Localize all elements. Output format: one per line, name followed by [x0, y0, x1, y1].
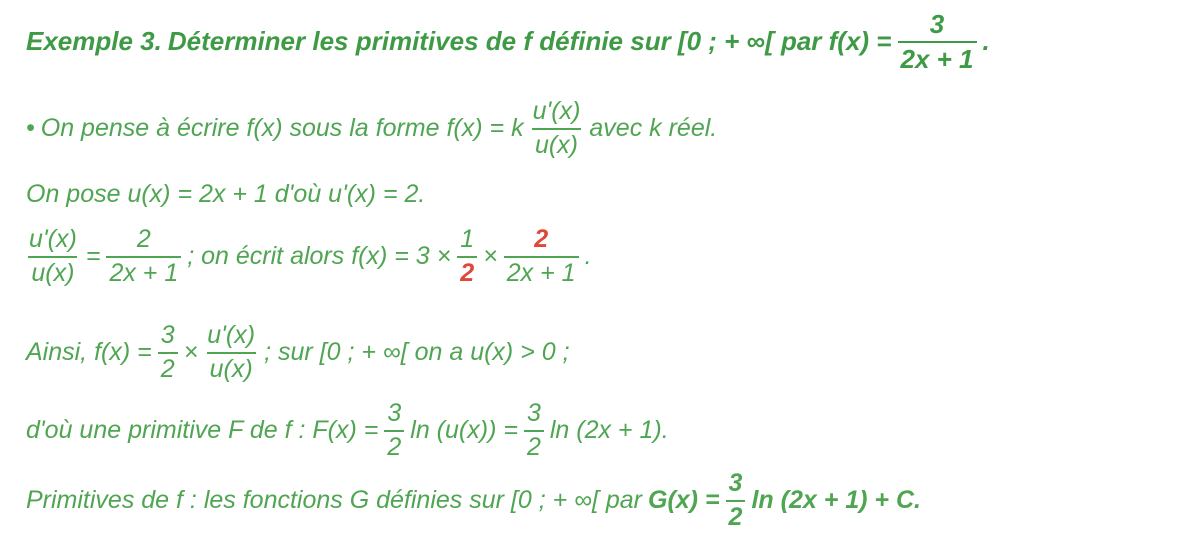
- fraction-denominator: 2: [726, 500, 746, 532]
- fraction-numerator: 2: [136, 225, 151, 253]
- line4-fraction-2: [204, 322, 258, 383]
- example-statement: Déterminer les primitives de f définie sur [0 ; + ∞[ par f(x) =: [167, 26, 892, 57]
- line3-fraction-4: [504, 226, 579, 287]
- fraction-numerator: 3: [929, 9, 945, 39]
- line3-fraction-2: [106, 226, 181, 287]
- line1-text-b: avec k réel.: [589, 114, 718, 142]
- fraction-denominator-highlight: 2: [457, 256, 477, 288]
- line6-text-c: ln (2x + 1) + C.: [751, 486, 921, 514]
- fraction-numerator: u'(x): [532, 97, 581, 125]
- fraction-denominator: u(x): [207, 352, 256, 384]
- fraction-numerator: 3: [526, 399, 541, 427]
- line-conclusion: [26, 322, 570, 383]
- line6-text-b: G(x) =: [648, 486, 720, 514]
- fraction-denominator: 2x + 1: [106, 256, 181, 288]
- equals-sign: =: [85, 242, 101, 270]
- line2-text: On pose u(x) = 2x + 1 d'où u'(x) = 2.: [26, 180, 426, 208]
- line5-text-c: ln (2x + 1).: [549, 416, 669, 444]
- title-period: .: [982, 26, 990, 57]
- fraction-numerator: 3: [387, 399, 402, 427]
- fraction-numerator: 3: [728, 469, 743, 497]
- line1-text-a: On pense à écrire f(x) sous la forme f(x) = k: [40, 114, 524, 142]
- line5-fraction-2: [524, 400, 544, 461]
- line-all-primitives: [26, 470, 921, 531]
- fraction-denominator: 2x + 1: [504, 256, 579, 288]
- fraction-denominator: 2x + 1: [898, 41, 977, 74]
- line3-fraction-1: [26, 226, 80, 287]
- line5-fraction-1: [384, 400, 404, 461]
- fraction-numerator: u'(x): [29, 225, 77, 253]
- example-title: [26, 10, 990, 73]
- line3-period: .: [584, 242, 592, 270]
- fraction-numerator: u'(x): [207, 321, 256, 349]
- line6-fraction: [726, 470, 746, 531]
- line-substitution: [26, 180, 425, 209]
- fraction-denominator: 2: [524, 430, 544, 462]
- line-rewrite: [26, 226, 592, 287]
- line4-text-a: Ainsi, f(x) =: [26, 338, 152, 366]
- line5-text-b: ln (u(x)) =: [410, 416, 518, 444]
- line6-text-a: Primitives de f : les fonctions G définies sur [0 ; + ∞[ par: [26, 486, 642, 514]
- line-primitive: [26, 400, 669, 461]
- fraction-numerator: 3: [160, 321, 175, 349]
- times-sign: ×: [483, 242, 498, 270]
- line4-fraction-1: [158, 322, 178, 383]
- line-method: [26, 98, 717, 159]
- fraction-denominator: 2: [384, 430, 404, 462]
- fraction-numerator: 1: [460, 225, 475, 253]
- line5-text-a: d'où une primitive F de f : F(x) =: [26, 416, 379, 444]
- fraction-numerator-highlight: 2: [534, 225, 549, 253]
- line1-fraction: [530, 98, 584, 159]
- line3-fraction-3: [457, 226, 477, 287]
- line4-text-b: ; sur [0 ; + ∞[ on a u(x) > 0 ;: [264, 338, 570, 366]
- example-label: Exemple 3.: [26, 26, 162, 57]
- line3-text: ; on écrit alors f(x) = 3 ×: [187, 242, 452, 270]
- fraction-denominator: u(x): [28, 256, 77, 288]
- fraction-denominator: u(x): [532, 128, 581, 160]
- fraction-denominator: 2: [158, 352, 178, 384]
- title-fraction: [898, 10, 977, 73]
- bullet: •: [26, 114, 35, 142]
- times-sign: ×: [183, 338, 199, 366]
